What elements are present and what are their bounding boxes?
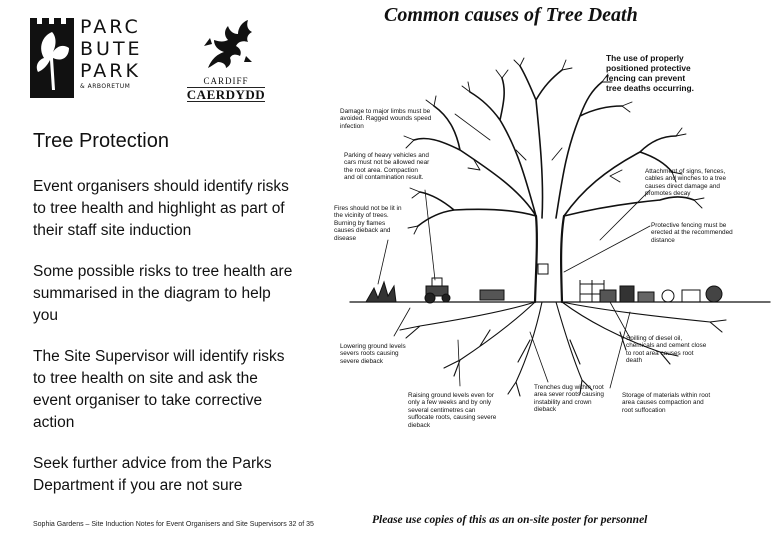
caption-storage: Storage of materials within root area causes compaction and root suffocation bbox=[622, 392, 711, 414]
dragon-icon bbox=[196, 16, 256, 74]
pointer-limbs bbox=[455, 114, 490, 140]
paragraph-diagram-summary: Some possible risks to tree health are summarised in the diagram to help you bbox=[33, 263, 293, 324]
cardiff-council-logo bbox=[186, 16, 266, 100]
pointer-attachment bbox=[600, 190, 650, 240]
park-wordmark bbox=[80, 16, 143, 90]
section-heading: Tree Protection bbox=[33, 130, 169, 152]
pointer-lowering bbox=[394, 308, 410, 336]
park-wordmark-line3: PARK bbox=[80, 60, 141, 82]
park-wordmark-line1: PARC bbox=[80, 16, 141, 38]
pointer-fires bbox=[378, 240, 388, 284]
tractor-icon bbox=[425, 278, 450, 303]
council-name-cy: CAERDYDD bbox=[186, 87, 266, 102]
fencing-note: The use of properly positioned protective fencing can prevent tree deaths occurring. bbox=[606, 53, 694, 93]
document-footer: Sophia Gardens – Site Induction Notes for Event Organisers and Site Supervisors 32 of 35 bbox=[33, 521, 314, 528]
pointer-trenches bbox=[530, 332, 548, 382]
tree-trunk bbox=[535, 216, 564, 302]
caption-limbs: Damage to major limbs must be avoided. Ragged wounds speed infection bbox=[340, 108, 432, 130]
park-wordmark-line2: BUTE bbox=[80, 38, 143, 60]
poster-title: Common causes of Tree Death bbox=[384, 4, 638, 26]
caption-lowering: Lowering ground levels severs roots causing severe dieback bbox=[340, 343, 406, 365]
paragraph-identify-risks: Event organisers should identify risks to tree health and highlight as part of their staff site induction bbox=[33, 178, 289, 239]
parc-bute-park-logo bbox=[30, 14, 160, 104]
sign-icon bbox=[538, 264, 548, 274]
skip-icon bbox=[480, 290, 504, 300]
ground-props bbox=[366, 264, 722, 303]
caption-trenches: Trenches dug within root area sever roots causing instability and crown dieback bbox=[534, 384, 604, 414]
caption-spilling: Spilling of diesel oil, chemicals and cement close to root area causes root death bbox=[626, 335, 707, 365]
campfire-icon bbox=[366, 282, 396, 302]
pointer-parking bbox=[425, 190, 435, 280]
park-wordmark-sub: & ARBORETUM bbox=[80, 83, 131, 90]
tree-protection-section bbox=[33, 128, 299, 516]
poster-footer: Please use copies of this as an on-site poster for personnel bbox=[372, 514, 648, 526]
castle-leaf-icon bbox=[30, 14, 74, 98]
caption-attachment: Attachment of signs, fences, cables and winches to a tree causes direct damage and promotes decay bbox=[645, 168, 726, 198]
caption-raising: Raising ground levels even for only a few weeks and by only several centimetres can suffocate roots, causing severe dieback bbox=[408, 392, 497, 429]
council-name-en: CARDIFF bbox=[203, 76, 249, 86]
caption-parking: Parking of heavy vehicles and cars must not be allowed near the root area. Compaction and oil contamination result. bbox=[344, 152, 430, 182]
caption-fires: Fires should not be lit in the vicinity of trees. Burning by flames causes dieback and disease bbox=[334, 205, 402, 242]
caption-fencing: Protective fencing must be erected at the recommended distance bbox=[651, 222, 733, 244]
stored-materials-icon bbox=[600, 286, 722, 302]
paragraph-further-advice: Seek further advice from the Parks Department if you are not sure bbox=[33, 455, 272, 494]
paragraph-site-supervisor: The Site Supervisor will identify risks to tree health on site and ask the event organiser to take corrective action bbox=[33, 348, 285, 431]
